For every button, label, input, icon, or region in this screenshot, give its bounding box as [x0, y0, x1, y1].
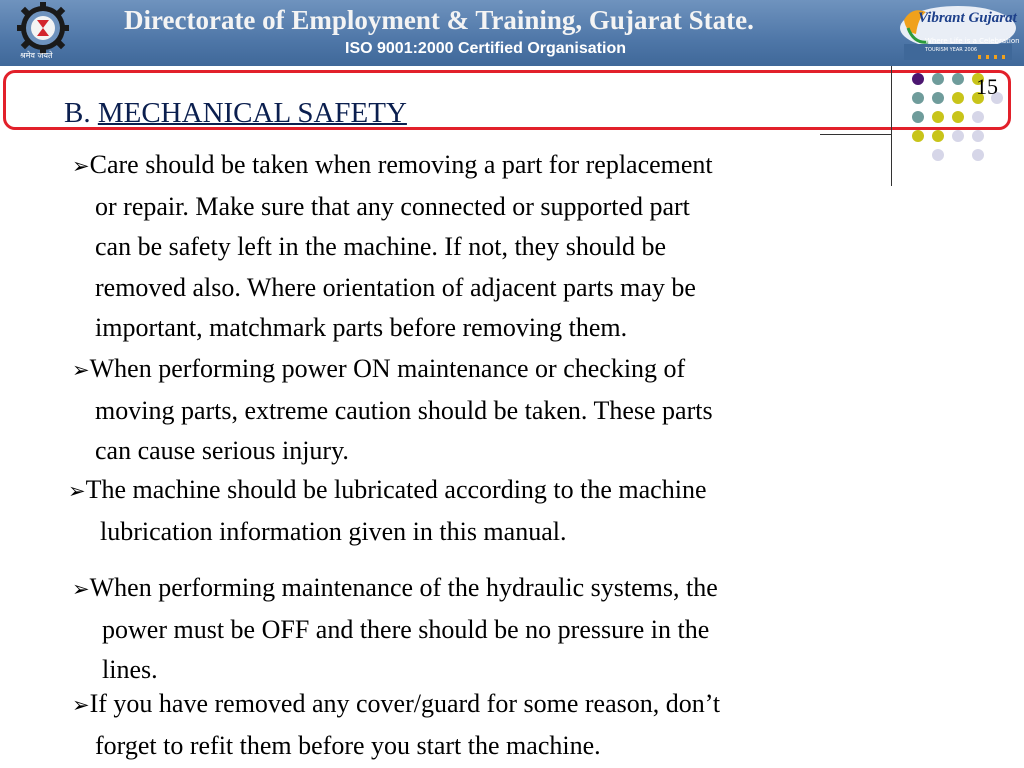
- bullet-4-line-1: When performing maintenance of the hydraulic systems, the: [89, 573, 718, 602]
- header-subtitle: ISO 9001:2000 Certified Organisation: [345, 40, 626, 57]
- bullet-1-line-5: important, matchmark parts before removing them.: [95, 313, 628, 343]
- bullet-2-line-1: When performing power ON maintenance or checking of: [89, 354, 686, 383]
- arrow-bullet-icon: ➢: [72, 358, 90, 382]
- slide-title: [64, 97, 407, 130]
- bullet-5-line-2: forget to refit them before you start the machine.: [95, 730, 601, 760]
- bullet-1-line-4: removed also. Where orientation of adjacent parts may be: [95, 272, 696, 302]
- bullet-item-1: [72, 145, 713, 349]
- arrow-bullet-icon: ➢: [68, 479, 86, 503]
- slide-number: 15: [976, 74, 998, 99]
- arrow-bullet-icon: ➢: [72, 577, 90, 601]
- slide-title-prefix: B.: [64, 97, 91, 129]
- bullet-4-line-3: lines.: [102, 655, 158, 685]
- bullet-1-line-3: can be safety left in the machine. If not, they should be: [95, 232, 667, 262]
- bullet-item-5: [72, 684, 720, 766]
- bullet-1-line-1: Care should be taken when removing a part for replacement: [89, 150, 713, 179]
- logo-caption: श्रमेव जयते: [20, 51, 53, 60]
- dot-row-1: [912, 73, 984, 85]
- bullet-item-3: [68, 470, 707, 552]
- logo-tagline: Where Life is a Celebration: [925, 37, 1020, 45]
- bullet-4-line-2: power must be OFF and there should be no pressure in the: [102, 614, 710, 644]
- bullet-2-line-2: moving parts, extreme caution should be taken. These parts: [95, 395, 713, 425]
- bullet-1-line-2: or repair. Make sure that any connected or supported part: [95, 191, 690, 221]
- logo-brand-text: Vibrant Gujarat: [918, 10, 1017, 26]
- slide-title-text: MECHANICAL SAFETY: [97, 97, 407, 129]
- dot-row-5: [932, 149, 984, 161]
- bullet-5-line-1: If you have removed any cover/guard for some reason, don’t: [89, 689, 721, 718]
- bullet-3-line-2: lubrication information given in this manual.: [100, 516, 567, 546]
- header-title: Directorate of Employment & Training, Gujarat State.: [124, 5, 754, 35]
- arrow-bullet-icon: ➢: [72, 154, 90, 178]
- bullet-3-line-1: The machine should be lubricated according to the machine: [85, 475, 707, 504]
- logo-year: TOURISM YEAR 2006: [925, 47, 978, 53]
- bullet-2-line-3: can cause serious injury.: [95, 436, 349, 466]
- bullet-item-2: [72, 349, 713, 472]
- dot-row-3: [912, 111, 984, 123]
- bullet-item-4: [72, 568, 718, 691]
- dot-row-4: [912, 130, 984, 142]
- arrow-bullet-icon: ➢: [72, 693, 90, 717]
